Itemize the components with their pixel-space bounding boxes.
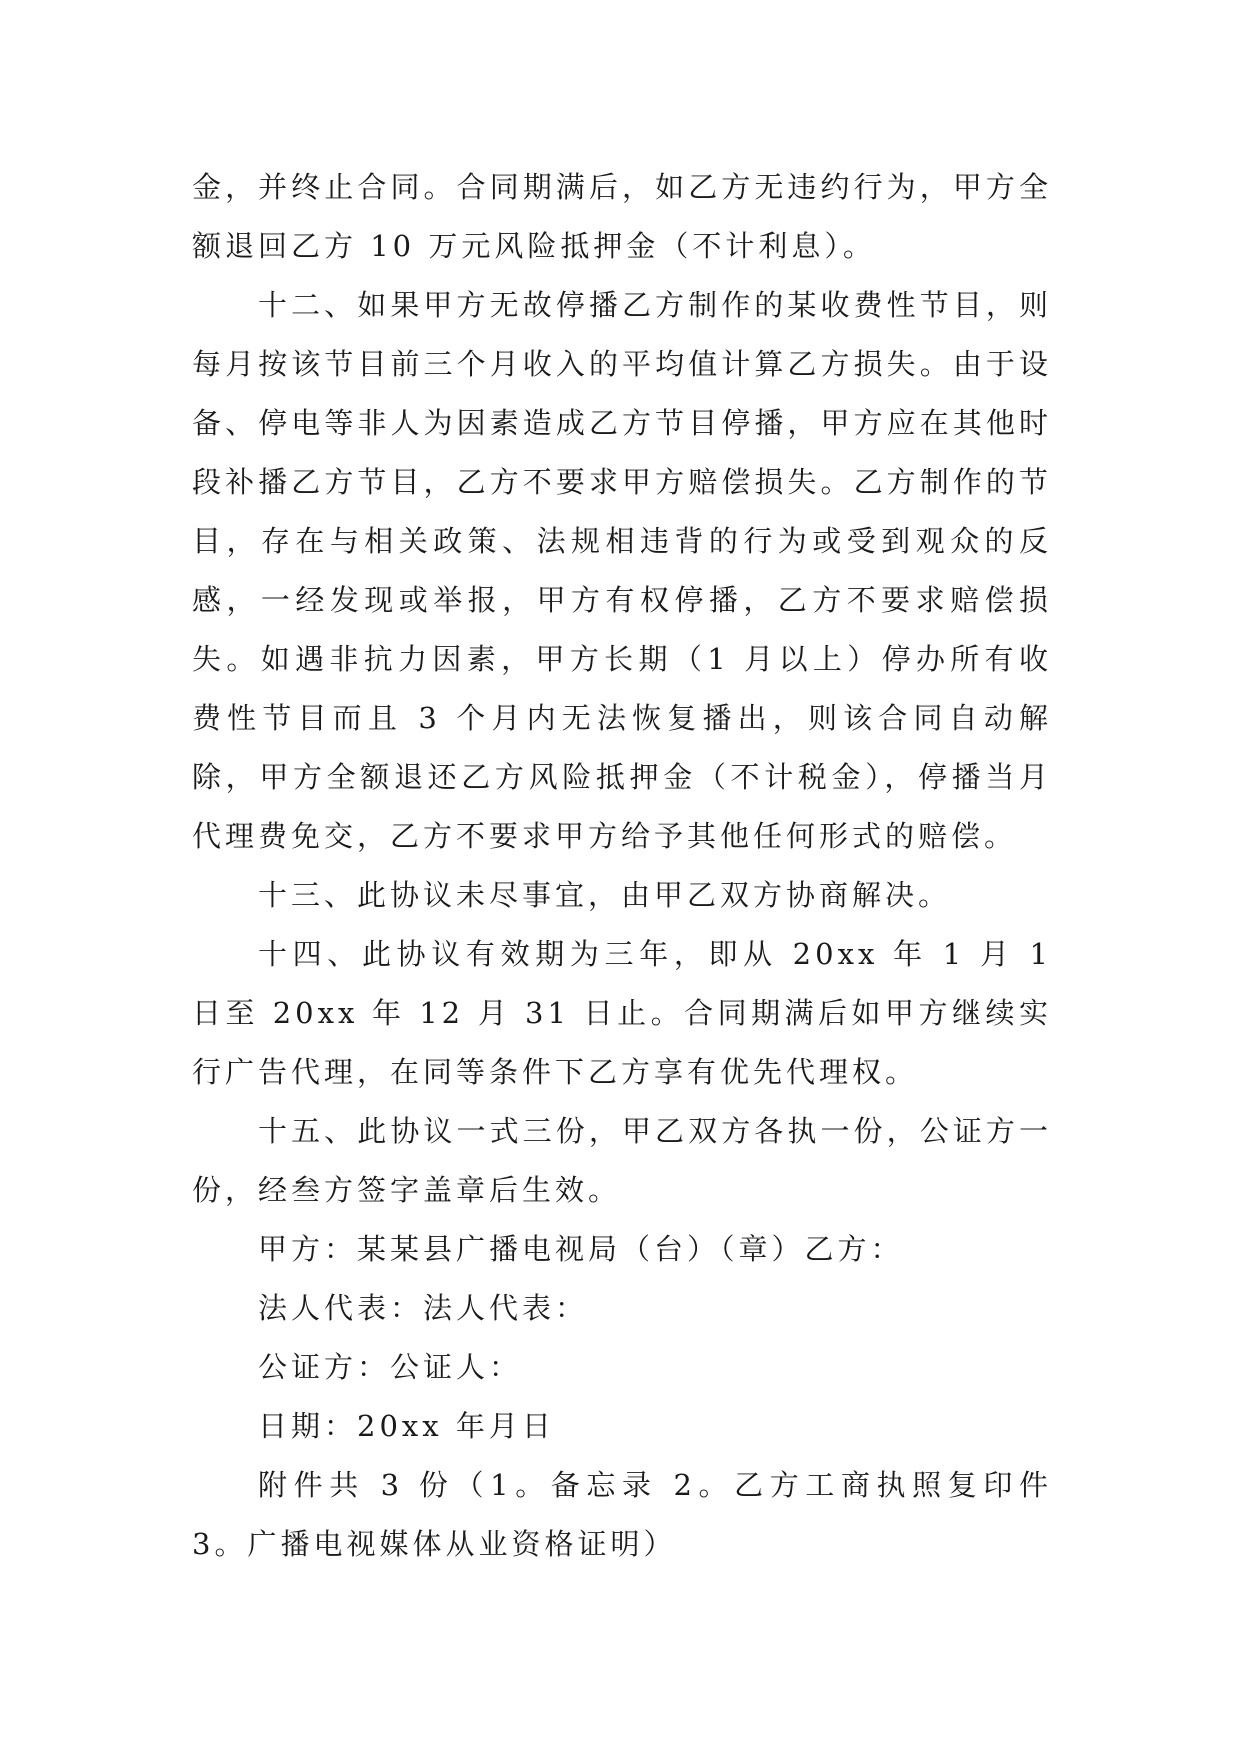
paragraph-deposit-refund: 金，并终止合同。合同期满后，如乙方无违约行为，甲方全额退回乙方 10 万元风险抵押金（不计利息）。 xyxy=(192,170,1052,263)
paragraph-clause-12: 十二、如果甲方无故停播乙方制作的某收费性节目，则每月按该节目前三个月收入的平均值计算乙方损失。由于设备、停电等非人为因素造成乙方节目停播，甲方应在其他时段补播乙方节目，乙方不要求甲方赔偿损失。乙方制作的节目，存在与相关政策、法规相违背的行为或受到观众的反感，一经发现或举报，甲方有权停播，乙方不要求赔偿损失。如遇非抗力因素，甲方长期（1 月以上）停办所有收费性节目而且 3 个月内无法恢复播出，则该合同自动解除，甲方全额退还乙方风险抵押金（不计税金），停播当月代理费免交，乙方不要求甲方给予其他任何形式的赔偿。 xyxy=(192,288,1052,853)
paragraph-clause-14: 十四、此协议有效期为三年，即从 20xx 年 1 月 1 日至 20xx 年 12 月 31 日止。合同期满后如甲方继续实行广告代理，在同等条件下乙方享有优先代理权。 xyxy=(192,937,1052,1089)
attachments-line: 附件共 3 份（1。备忘录 2。乙方工商执照复印件 3。广播电视媒体从业资格证明） xyxy=(192,1468,1052,1561)
document-body xyxy=(192,158,1052,1574)
signature-notary-line: 公证方：公证人： xyxy=(258,1350,523,1384)
paragraph-clause-15: 十五、此协议一式三份，甲乙双方各执一份，公证方一份，经叁方签字盖章后生效。 xyxy=(192,1114,1052,1207)
signature-legal-rep-line: 法人代表：法人代表： xyxy=(258,1291,589,1325)
paragraph-clause-13: 十三、此协议未尽事宜，由甲乙双方协商解决。 xyxy=(258,878,952,912)
date-line: 日期：20xx 年月日 xyxy=(258,1409,555,1443)
signature-party-line: 甲方：某某县广播电视局（台）（章）乙方： xyxy=(258,1232,904,1266)
